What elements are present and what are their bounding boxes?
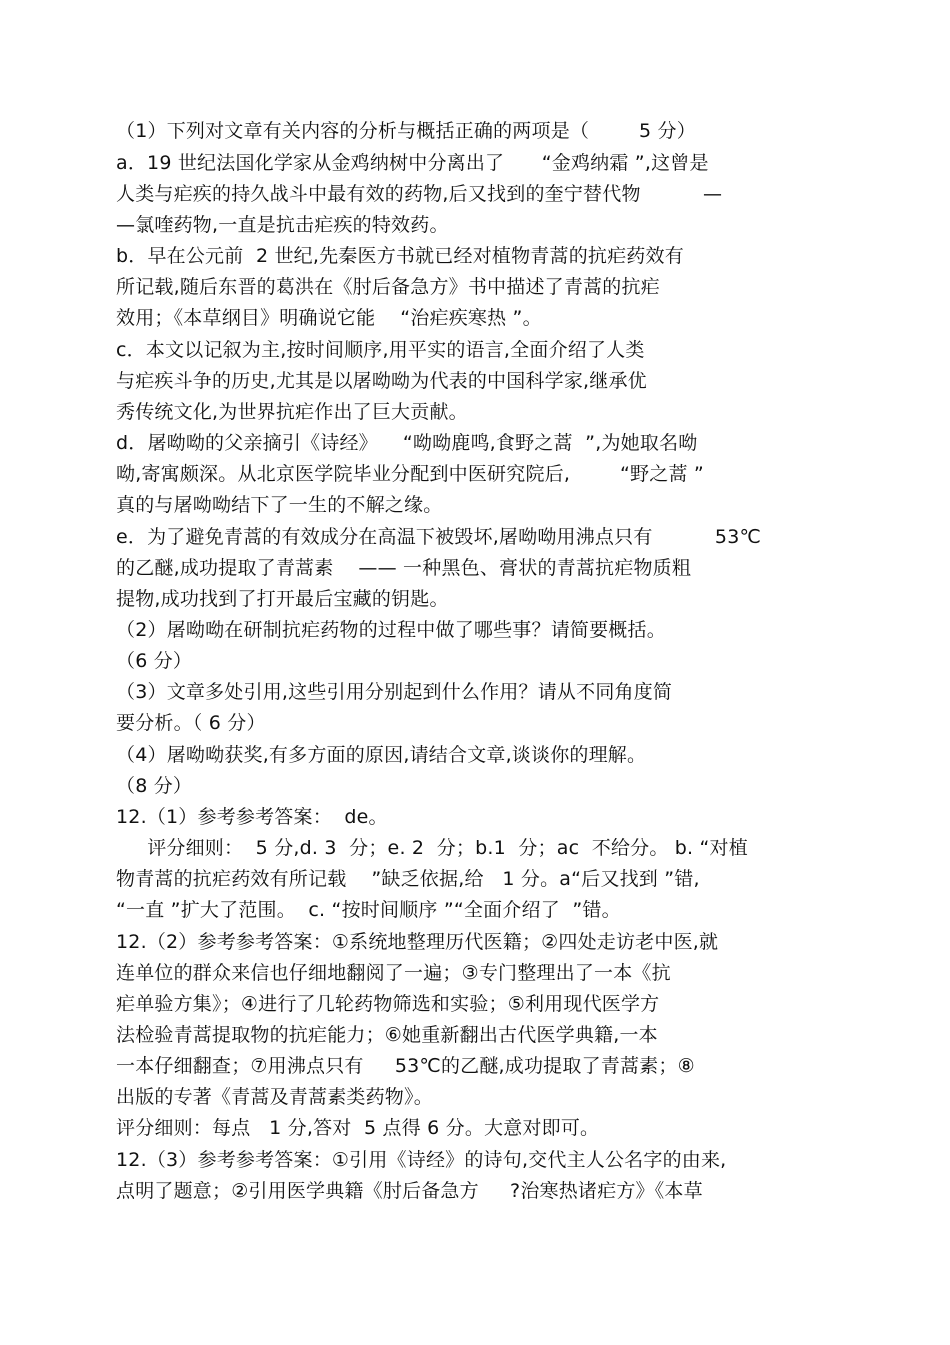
text-line: 真的与屠呦呦结下了一生的不解之缘。 xyxy=(116,494,443,516)
text-line: 12.（3）参考参考答案：①引用《诗经》的诗句,交代主人公名字的由来, xyxy=(116,1149,727,1171)
text-line: 效用；《本草纲目》明确说它能 “治疟疾寒热 ”。 xyxy=(116,307,542,329)
text-line: d．屠呦呦的父亲摘引《诗经》 “呦呦鹿鸣,食野之蒿 ”,为她取名呦 xyxy=(116,432,698,454)
text-line: 点明了题意；②引用医学典籍《肘后备急方 ?治寒热诸疟方》《本草 xyxy=(116,1180,703,1202)
text-line: 所记载,随后东晋的葛洪在《肘后备急方》书中描述了青蒿的抗疟 xyxy=(116,276,660,298)
text-line: 秀传统文化,为世界抗疟作出了巨大贡献。 xyxy=(116,401,468,423)
text-line: （6 分） xyxy=(116,650,193,672)
text-line: 12.（2）参考参考答案：①系统地整理历代医籍；②四处走访老中医,就 xyxy=(116,931,719,953)
text-line: 提物,成功找到了打开最后宝藏的钥匙。 xyxy=(116,588,449,610)
text-line: 出版的专著《青蒿及青蒿素类药物》。 xyxy=(116,1086,433,1108)
text-line: （8 分） xyxy=(116,775,193,797)
text-line: 呦,寄寓颇深。从北京医学院毕业分配到中医研究院后, “野之蒿 ” xyxy=(116,463,704,485)
text-line: e．为了避免青蒿的有效成分在高温下被毁坏,屠呦呦用沸点只有 53℃ xyxy=(116,526,762,548)
text-line: 要分析。（ 6 分） xyxy=(116,712,266,734)
text-line: （3）文章多处引用,这些引用分别起到什么作用？请从不同角度简 xyxy=(116,681,673,703)
text-line: 一本仔细翻查；⑦用沸点只有 53℃的乙醚,成功提取了青蒿素；⑧ xyxy=(116,1055,695,1077)
text-line: 物青蒿的抗疟药效有所记载 ”缺乏依据,给 1 分。a“后又找到 ”错, xyxy=(116,868,700,890)
text-line: 与疟疾斗争的历史,尤其是以屠呦呦为代表的中国科学家,继承优 xyxy=(116,370,647,392)
text-line: 连单位的群众来信也仔细地翻阅了一遍；③专门整理出了一本《抗 xyxy=(116,962,671,984)
text-line: （2）屠呦呦在研制抗疟药物的过程中做了哪些事？请简要概括。 xyxy=(116,619,666,641)
text-line: a．19 世纪法国化学家从金鸡纳树中分离出了 “金鸡纳霜 ”,这曾是 xyxy=(116,152,709,174)
text-line: 疟单验方集》；④进行了几轮药物筛选和实验；⑤利用现代医学方 xyxy=(116,993,660,1015)
text-line: （4）屠呦呦获奖,有多方面的原因,请结合文章,谈谈你的理解。 xyxy=(116,744,647,766)
text-line: （1）下列对文章有关内容的分析与概括正确的两项是（ 5 分） xyxy=(116,120,696,142)
text-line: 评分细则： 5 分,d. 3 分；e. 2 分；b.1 分；ac 不给分。 b. “对植 xyxy=(116,837,748,859)
text-line: 评分细则：每点 1 分,答对 5 点得 6 分。大意对即可。 xyxy=(116,1117,600,1139)
text-line: “一直 ”扩大了范围。 c. “按时间顺序 ”“全面介绍了 ”错。 xyxy=(116,899,621,921)
text-line: 12.（1）参考参考答案： de。 xyxy=(116,806,388,828)
text-line: 法检验青蒿提取物的抗疟能力；⑥她重新翻出古代医学典籍,一本 xyxy=(116,1024,658,1046)
text-line: —氯喹药物,一直是抗击疟疾的特效药。 xyxy=(116,214,449,236)
text-line: b．早在公元前 2 世纪,先秦医方书就已经对植物青蒿的抗疟药效有 xyxy=(116,245,684,267)
text-line: 的乙醚,成功提取了青蒿素 —— 一种黑色、膏状的青蒿抗疟物质粗 xyxy=(116,557,692,579)
text-line: c．本文以记叙为主,按时间顺序,用平实的语言,全面介绍了人类 xyxy=(116,339,645,361)
text-line: 人类与疟疾的持久战斗中最有效的药物,后又找到的奎宁替代物 — xyxy=(116,183,723,205)
